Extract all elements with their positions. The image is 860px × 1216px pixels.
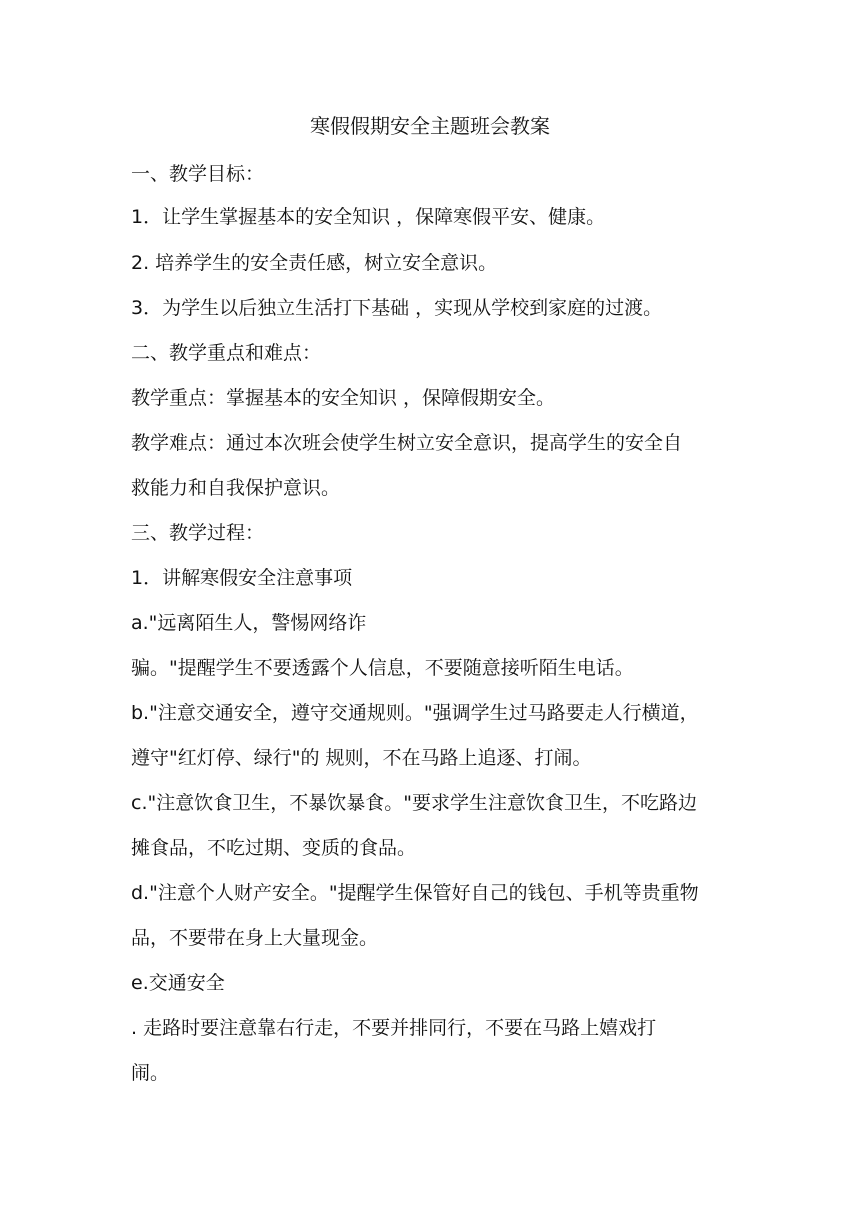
paragraph-b-line-2: 遵守"红灯停、绿行"的 规则，不在马路上追逐、打闹。	[131, 747, 592, 769]
difficulty-text-line-1: 教学难点：通过本次班会使学生树立安全意识，提高学生的安全自	[131, 432, 683, 454]
section-heading-key-points: 二、教学重点和难点：	[131, 342, 322, 364]
paragraph-b-line-1: b."注意交通安全，遵守交通规则。"强调学生过马路要走人行横道，	[131, 702, 699, 724]
difficulty-text-line-2: 救能力和自我保护意识。	[131, 477, 341, 499]
paragraph-a-line-2: 骗。"提醒学生不要透露个人信息，不要随意接听陌生电话。	[131, 657, 634, 679]
document-title: 寒假假期安全主题班会教案	[310, 114, 550, 138]
paragraph-e-heading: e.交通安全	[131, 972, 225, 994]
paragraph-d-line-2: 品，不要带在身上大量现金。	[131, 927, 379, 949]
paragraph-e-line-1: . 走路时要注意靠右行走，不要并排同行，不要在马路上嬉戏打	[131, 1017, 657, 1039]
objective-item-2: 2. 培养学生的安全责任感，树立安全意识。	[131, 252, 498, 274]
objective-item-1: 1．让学生掌握基本的安全知识 ，保障寒假平安、健康。	[131, 206, 606, 228]
objective-item-3: 3．为学生以后独立生活打下基础 ，实现从学校到家庭的过渡。	[131, 297, 663, 319]
paragraph-c-line-1: c."注意饮食卫生，不暴饮暴食。"要求学生注意饮食卫生，不吃路边	[131, 792, 697, 814]
paragraph-c-line-2: 摊食品，不吃过期、变质的食品。	[131, 837, 417, 859]
key-point-text: 教学重点：掌握基本的安全知识 ，保障假期安全。	[131, 387, 556, 409]
paragraph-d-line-1: d."注意个人财产安全。"提醒学生保管好自己的钱包、手机等贵重物	[131, 882, 699, 904]
paragraph-e-line-2: 闹。	[131, 1062, 170, 1084]
section-heading-process: 三、教学过程：	[131, 522, 265, 544]
paragraph-a-line-1: a."远离陌生人，警惕网络诈	[131, 612, 367, 634]
section-heading-objectives: 一、教学目标：	[131, 163, 265, 185]
process-item-1: 1．讲解寒假安全注意事项	[131, 567, 353, 589]
